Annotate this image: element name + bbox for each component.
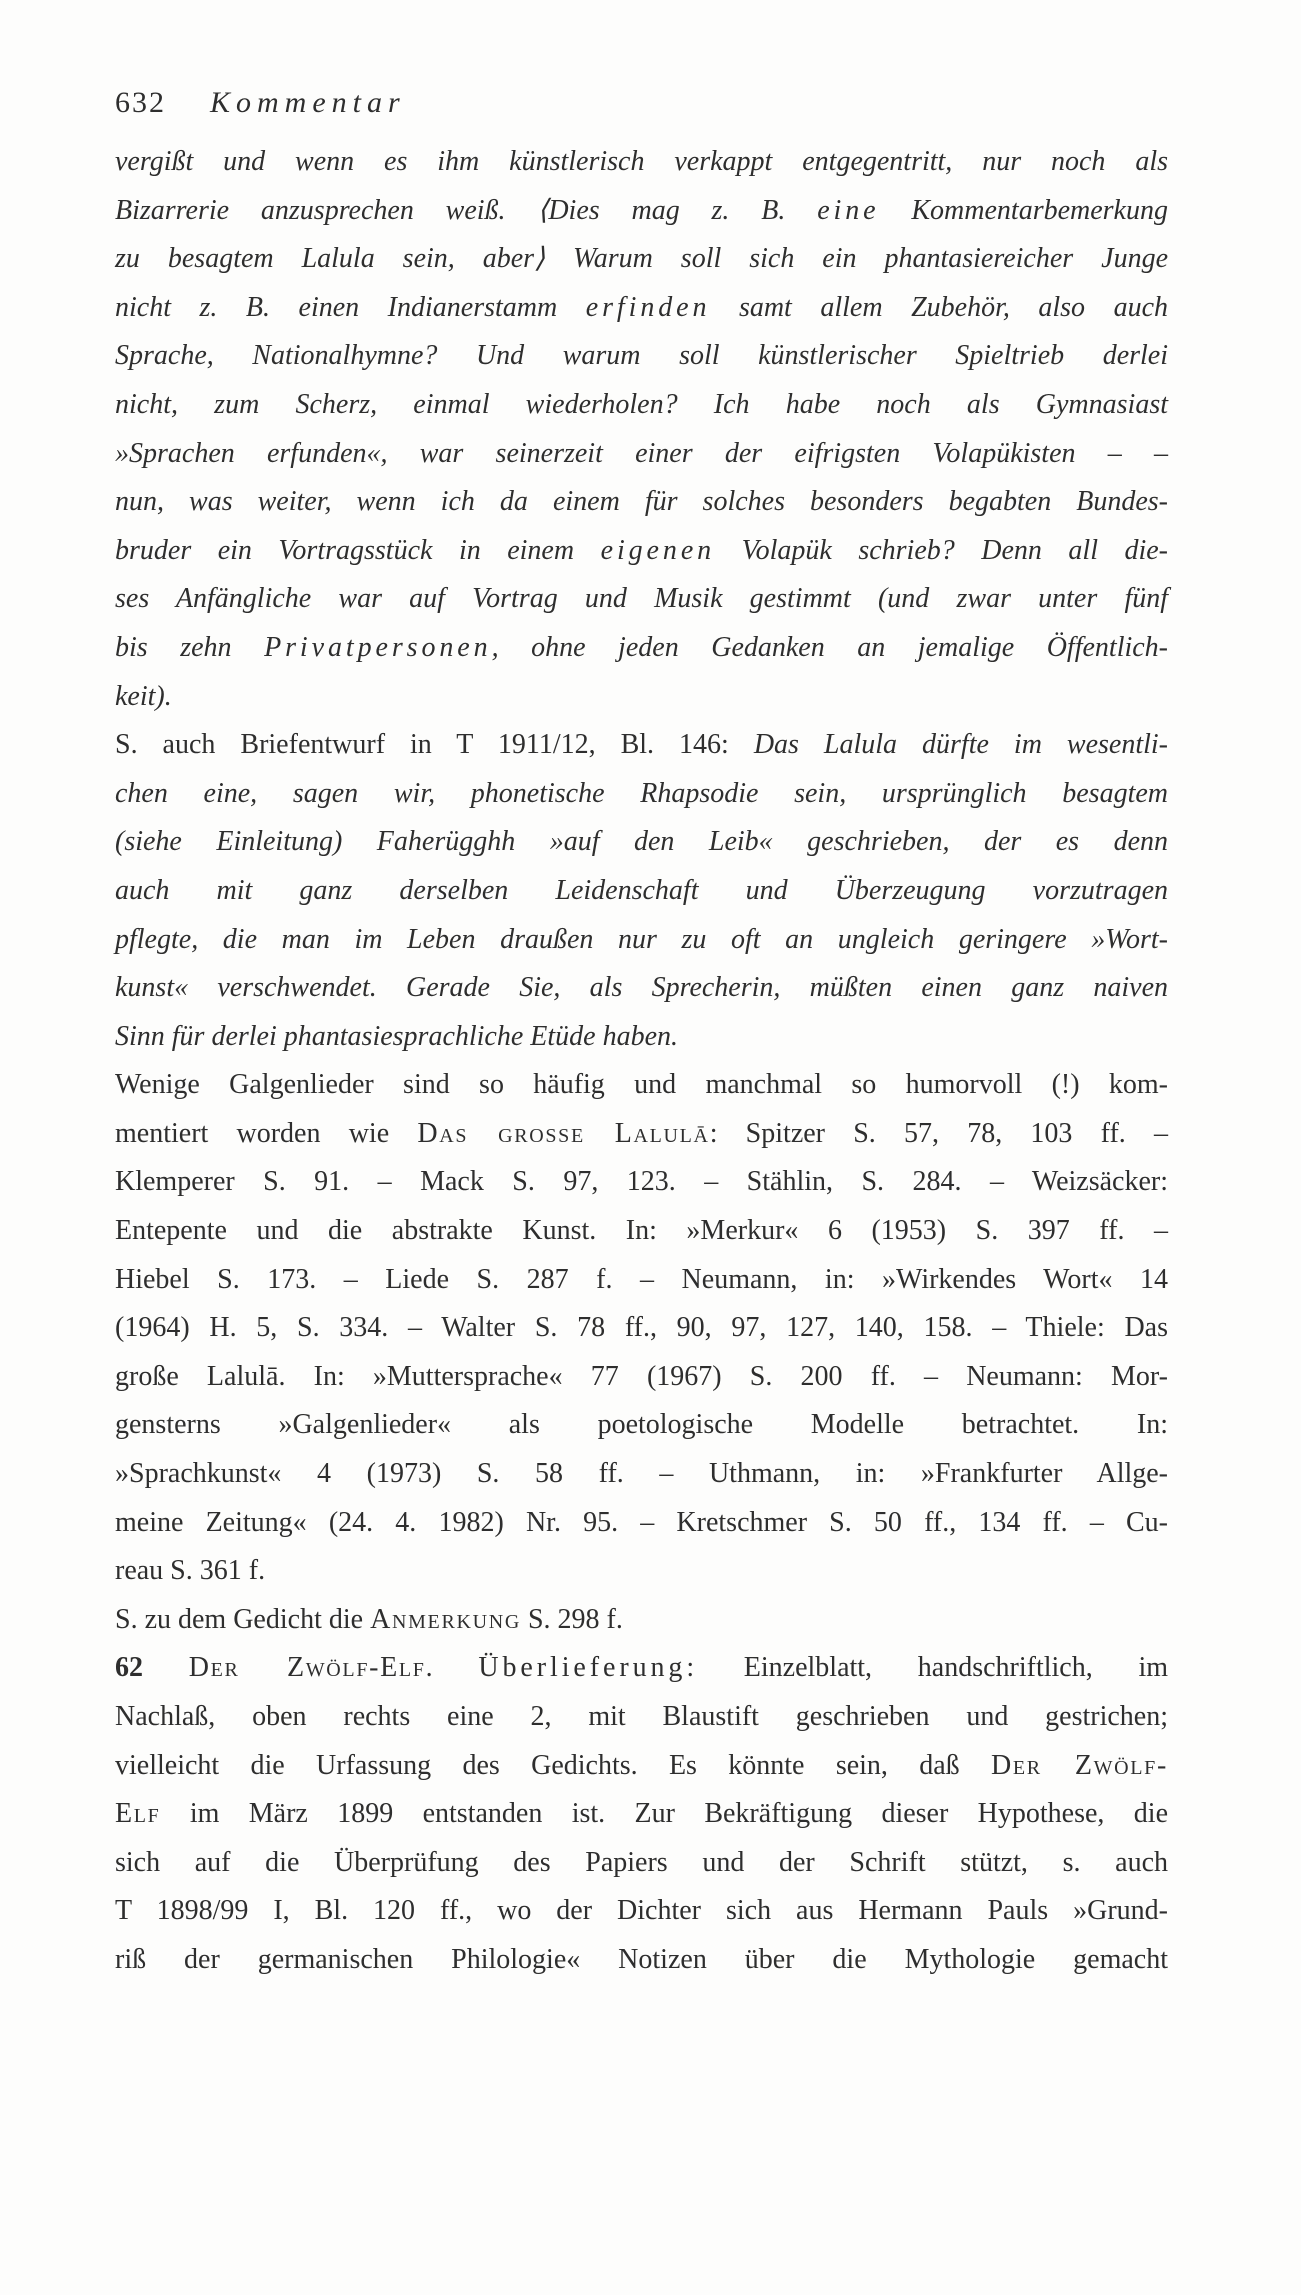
text-line: große Lalulā. In: »Muttersprache« 77 (1967) S. 200 ff. – Neumann: Mor- [115, 1360, 1168, 1392]
text-line: (siehe Einleitung) Faherügghh »auf den Leib« geschrieben, der es denn [115, 826, 1168, 858]
text-line: vielleicht die Urfassung des Gedichts. Es könnte sein, daß Der Zwölf- [115, 1749, 1168, 1781]
text-line: Wenige Galgenlieder sind so häufig und manchmal so humorvoll (!) kom- [115, 1069, 1168, 1101]
text-line: kunst« verschwendet. Gerade Sie, als Sprecherin, müßten einen ganz naiven [115, 972, 1168, 1004]
text-line: ses Anfängliche war auf Vortrag und Musik gestimmt (und zwar unter fünf [115, 583, 1168, 615]
text-line: »Sprachen erfunden«, war seinerzeit einer der eifrigsten Volapükisten – – [115, 437, 1168, 469]
text-line: (1964) H. 5, S. 334. – Walter S. 78 ff., 90, 97, 127, 140, 158. – Thiele: Das [115, 1312, 1168, 1344]
running-title: Kommentar [210, 86, 406, 119]
text-line: vergißt und wenn es ihm künstlerisch verkappt entgegentritt, nur noch als [115, 146, 1168, 177]
text-line: 62 Der Zwölf-Elf. Überlieferung: Einzelblatt, handschriftlich, im [115, 1652, 1169, 1684]
text-line: Entepente und die abstrakte Kunst. In: »Merkur« 6 (1953) S. 397 ff. – [115, 1215, 1168, 1247]
text-line: zu besagtem Lalula sein, aber⟩ Warum soll sich ein phantasiereicher Junge [115, 243, 1168, 275]
text-line: keit). [115, 680, 172, 712]
text-line: bruder ein Vortragsstück in einem eigenen Volapük schrieb? Denn all die- [115, 534, 1169, 566]
text-line: nicht z. B. einen Indianerstamm erfinden samt allem Zubehör, also auch [115, 291, 1168, 323]
text-line: reau S. 361 f. [115, 1555, 266, 1587]
text-line: S. auch Briefentwurf in T 1911/12, Bl. 146: Das Lalula dürfte im wesentli- [115, 729, 1168, 761]
text-line: nicht, zum Scherz, einmal wiederholen? Ich habe noch als Gymnasiast [115, 388, 1168, 420]
text-line: mentiert worden wie Das grosse Lalulā: Spitzer S. 57, 78, 103 ff. – [115, 1117, 1168, 1149]
text-line: bis zehn Privatpersonen, ohne jeden Gedanken an jemalige Öffentlich- [115, 631, 1169, 663]
text-line: Sprache, Nationalhymne? Und warum soll künstlerischer Spieltrieb derlei [115, 340, 1168, 372]
text-line: chen eine, sagen wir, phonetische Rhapsodie sein, ursprünglich besagtem [115, 777, 1168, 809]
text-line: gensterns »Galgenlieder« als poetologische Modelle betrachtet. In: [115, 1409, 1168, 1441]
text-line: Klemperer S. 91. – Mack S. 97, 123. – Stählin, S. 284. – Weizsäcker: [115, 1166, 1168, 1198]
page-number: 632 [115, 86, 166, 119]
text-line: nun, was weiter, wenn ich da einem für solches besonders begabten Bundes- [115, 486, 1168, 518]
text-line: Sinn für derlei phantasiesprachliche Etüde haben. [115, 1020, 679, 1052]
text-line: meine Zeitung« (24. 4. 1982) Nr. 95. – Kretschmer S. 50 ff., 134 ff. – Cu- [115, 1506, 1168, 1538]
text-line: Nachlaß, oben rechts eine 2, mit Blaustift geschrieben und gestrichen; [115, 1701, 1168, 1732]
text-line: Bizarrerie anzusprechen weiß. ⟨Dies mag z. B. eine Kommentarbemerkung [115, 194, 1168, 226]
text-line: »Sprachkunst« 4 (1973) S. 58 ff. – Uthmann, in: »Frankfurter Allge- [115, 1458, 1168, 1490]
text-line: T 1898/99 I, Bl. 120 ff., wo der Dichter sich aus Hermann Pauls »Grund- [115, 1895, 1168, 1927]
text-line: auch mit ganz derselben Leidenschaft und Überzeugung vorzutragen [115, 874, 1168, 906]
body-text [115, 138, 1168, 1985]
text-line: Elf im März 1899 entstanden ist. Zur Bekräftigung dieser Hypothese, die [115, 1798, 1168, 1830]
text-line: riß der germanischen Philologie« Notizen über die Mythologie gemacht [115, 1943, 1168, 1975]
text-line: Hiebel S. 173. – Liede S. 287 f. – Neumann, in: »Wirkendes Wort« 14 [115, 1263, 1168, 1295]
page-header [115, 86, 406, 120]
text-line: pflegte, die man im Leben draußen nur zu oft an ungleich geringere »Wort- [115, 923, 1168, 955]
text-line: S. zu dem Gedicht die Anmerkung S. 298 f. [115, 1603, 623, 1635]
text-line: sich auf die Überprüfung des Papiers und der Schrift stützt, s. auch [115, 1846, 1168, 1878]
